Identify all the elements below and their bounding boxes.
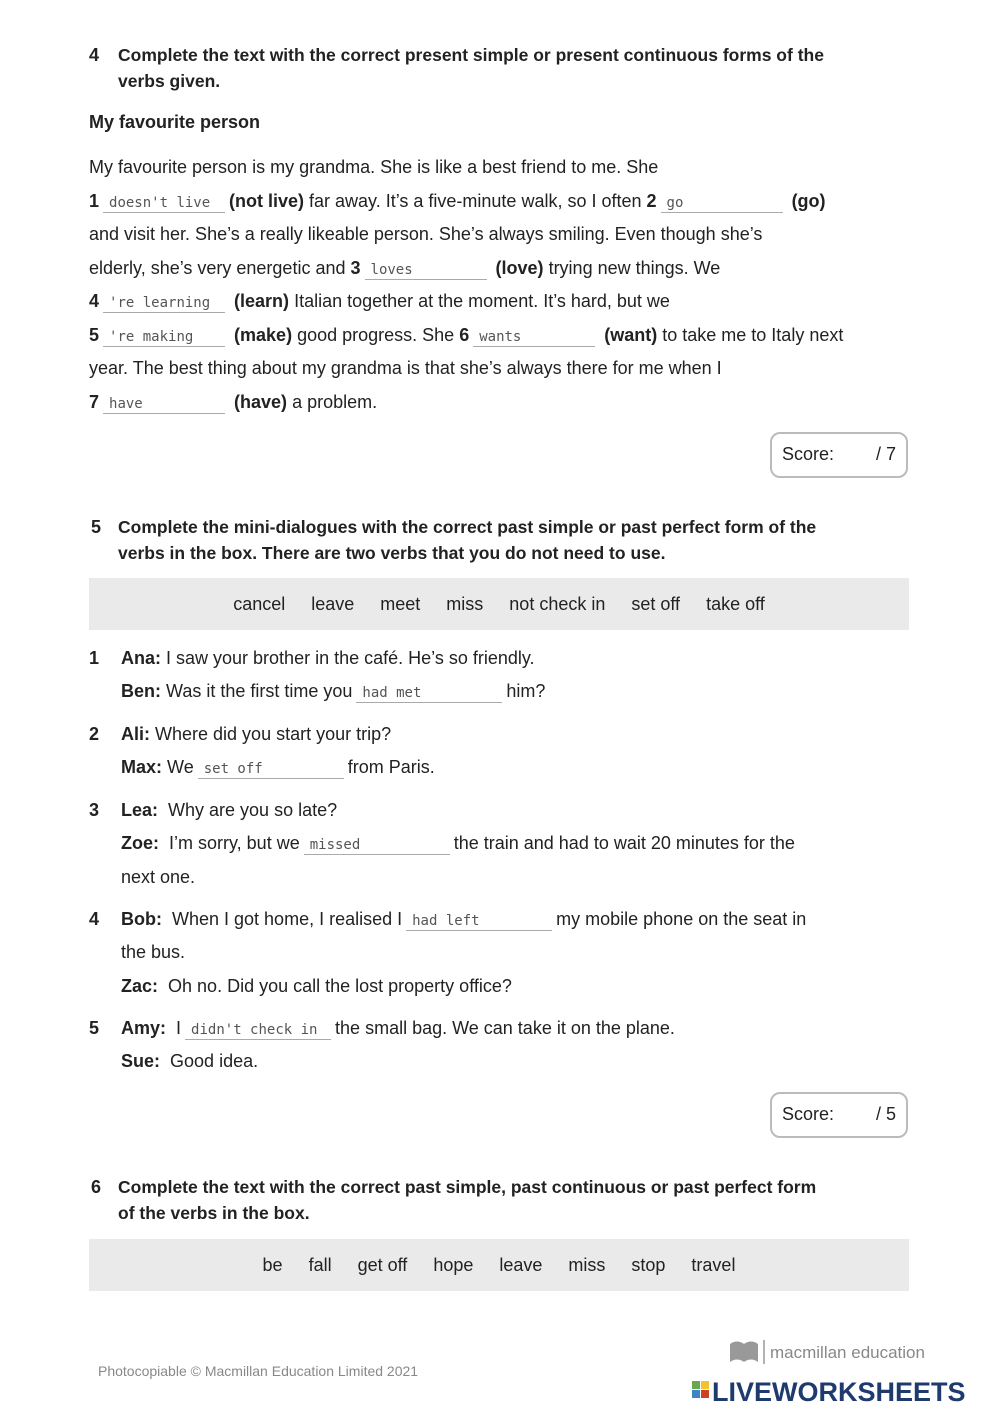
text: from Paris. [347, 757, 435, 777]
gap-number: 4 [89, 291, 100, 311]
dialogue-line [121, 1016, 675, 1040]
text: Good idea. [170, 1051, 259, 1071]
exercise-4-instruction-cont: verbs given. [118, 71, 221, 91]
gap-number: 3 [350, 258, 361, 278]
answer-field-5[interactable]: 're making [103, 327, 225, 347]
speaker: Ben: [121, 681, 161, 701]
gap-number: 1 [89, 191, 100, 211]
verb-hint: (want) [604, 325, 658, 345]
word: meet [380, 594, 421, 614]
text: Why are you so late? [168, 800, 338, 820]
text-line: My favourite person is my grandma. She is like a best friend to me. She [89, 157, 659, 177]
macmillan-liveworksheets-logo [690, 1336, 995, 1412]
word: be [262, 1255, 283, 1275]
text: a problem. [292, 392, 378, 412]
text-line [89, 189, 826, 213]
text-line [89, 323, 843, 347]
exercise-6-instruction: Complete the text with the correct past simple, past continuous or past perfect form [118, 1177, 817, 1197]
text-line: and visit her. She’s a really likeable person. She’s always smiling. Even though she’s [89, 224, 763, 244]
text: Where did you start your trip? [155, 724, 392, 744]
dialogue-line: the bus. [121, 942, 186, 962]
exercise-4-number: 4 [89, 45, 100, 65]
text: Italian together at the moment. It’s hard, but we [294, 291, 670, 311]
verb-hint: (have) [234, 392, 288, 412]
copyright-footer: Photocopiable © Macmillan Education Limited 2021 [98, 1363, 419, 1379]
verb-hint: (make) [234, 325, 293, 345]
dialogue-number: 4 [89, 909, 100, 929]
text: good progress. She [297, 325, 455, 345]
word: leave [311, 594, 355, 614]
word: cancel [233, 594, 286, 614]
text: my mobile phone on the seat in [556, 909, 807, 929]
gap-number: 7 [89, 392, 100, 412]
verb-hint: (go) [791, 191, 826, 211]
text-line [89, 256, 720, 280]
text: the small bag. We can take it on the plane. [335, 1018, 675, 1038]
answer-field-4[interactable]: 're learning [103, 293, 225, 313]
gap-number: 5 [89, 325, 100, 345]
word: set off [631, 594, 681, 614]
text: I saw your brother in the café. He’s so friendly. [166, 648, 535, 668]
exercise-5-instruction: Complete the mini-dialogues with the correct past simple or past perfect form of the [118, 517, 817, 537]
answer-field-1[interactable]: doesn't live [103, 193, 225, 213]
speaker: Lea: [121, 800, 159, 820]
word: stop [631, 1255, 666, 1275]
text: I’m sorry, but we [169, 833, 300, 853]
dialogue-line [121, 679, 545, 703]
answer-field-d2[interactable]: set off [198, 759, 344, 779]
score-label: Score: [782, 444, 835, 464]
svg-text:macmillan education: macmillan education [770, 1343, 925, 1362]
word-box [89, 578, 909, 630]
text: him? [506, 681, 546, 701]
text: Was it the first time you [166, 681, 353, 701]
dialogue-line [121, 755, 435, 779]
word: miss [568, 1255, 606, 1275]
dialogue-number: 3 [89, 800, 100, 820]
gap-number: 2 [646, 191, 657, 211]
gap-number: 6 [459, 325, 470, 345]
text: trying new things. We [548, 258, 721, 278]
dialogue-line [121, 974, 512, 998]
dialogue-number: 2 [89, 724, 100, 744]
speaker: Ana: [121, 648, 161, 668]
dialogue-line [121, 646, 535, 670]
score-label: Score: [782, 1104, 835, 1124]
exercise-4-instruction: Complete the text with the correct present simple or present continuous forms of the [118, 45, 824, 65]
verb-hint: (love) [495, 258, 544, 278]
speaker: Sue: [121, 1051, 161, 1071]
exercise-5-number: 5 [91, 517, 102, 537]
score-box-4 [770, 432, 908, 478]
answer-field-3[interactable]: loves [365, 260, 487, 280]
text: When I got home, I realised I [172, 909, 403, 929]
word: get off [357, 1255, 408, 1275]
score-box-5 [770, 1092, 908, 1138]
answer-field-7[interactable]: have [103, 394, 225, 414]
word: take off [706, 594, 765, 614]
dialogue-line [121, 722, 391, 746]
text: Oh no. Did you call the lost property office? [168, 976, 512, 996]
dialogue-line [121, 831, 795, 855]
text: I [176, 1018, 182, 1038]
dialogue-line [121, 798, 337, 822]
publisher-logo [690, 1336, 995, 1412]
speaker: Amy: [121, 1018, 167, 1038]
verb-hint: (not live) [229, 191, 305, 211]
text-title: My favourite person [89, 112, 261, 132]
word: miss [446, 594, 484, 614]
text-line: year. The best thing about my grandma is that she’s always there for me when I [89, 358, 722, 378]
answer-field-6[interactable]: wants [473, 327, 595, 347]
dialogue-line [121, 907, 806, 931]
speaker: Zac: [121, 976, 159, 996]
exercise-6-number: 6 [91, 1177, 102, 1197]
dialogue-number: 1 [89, 648, 100, 668]
text-line [89, 390, 377, 414]
text: elderly, she’s very energetic and [89, 258, 346, 278]
answer-field-d3[interactable]: missed [304, 835, 450, 855]
dialogue-number: 5 [89, 1018, 100, 1038]
score-total: / 7 [875, 444, 896, 464]
word: not check in [509, 594, 606, 614]
speaker: Max: [121, 757, 163, 777]
dialogue-line: next one. [121, 867, 196, 887]
exercise-6-instruction-cont: of the verbs in the box. [118, 1203, 310, 1223]
verb-hint: (learn) [234, 291, 290, 311]
text: the train and had to wait 20 minutes for the [453, 833, 795, 853]
score-total: / 5 [875, 1104, 896, 1124]
svg-text:LIVEWORKSHEETS: LIVEWORKSHEETS [712, 1377, 966, 1407]
word: leave [499, 1255, 543, 1275]
speaker: Ali: [121, 724, 150, 744]
speaker: Bob: [121, 909, 162, 929]
answer-field-d5[interactable]: didn't check in [185, 1020, 331, 1040]
answer-field-2[interactable]: go [661, 193, 783, 213]
text: We [167, 757, 194, 777]
word: hope [433, 1255, 474, 1275]
word: travel [691, 1255, 736, 1275]
speaker: Zoe: [121, 833, 159, 853]
text: far away. It’s a five-minute walk, so I often [309, 191, 642, 211]
text: to take me to Italy next [662, 325, 844, 345]
text-line [89, 289, 670, 313]
word: fall [308, 1255, 332, 1275]
exercise-5-instruction-cont: verbs in the box. There are two verbs that you do not need to use. [118, 543, 666, 563]
word-box [89, 1239, 909, 1291]
answer-field-d1[interactable]: had met [356, 683, 502, 703]
dialogue-line [121, 1049, 258, 1073]
answer-field-d4[interactable]: had left [406, 911, 552, 931]
